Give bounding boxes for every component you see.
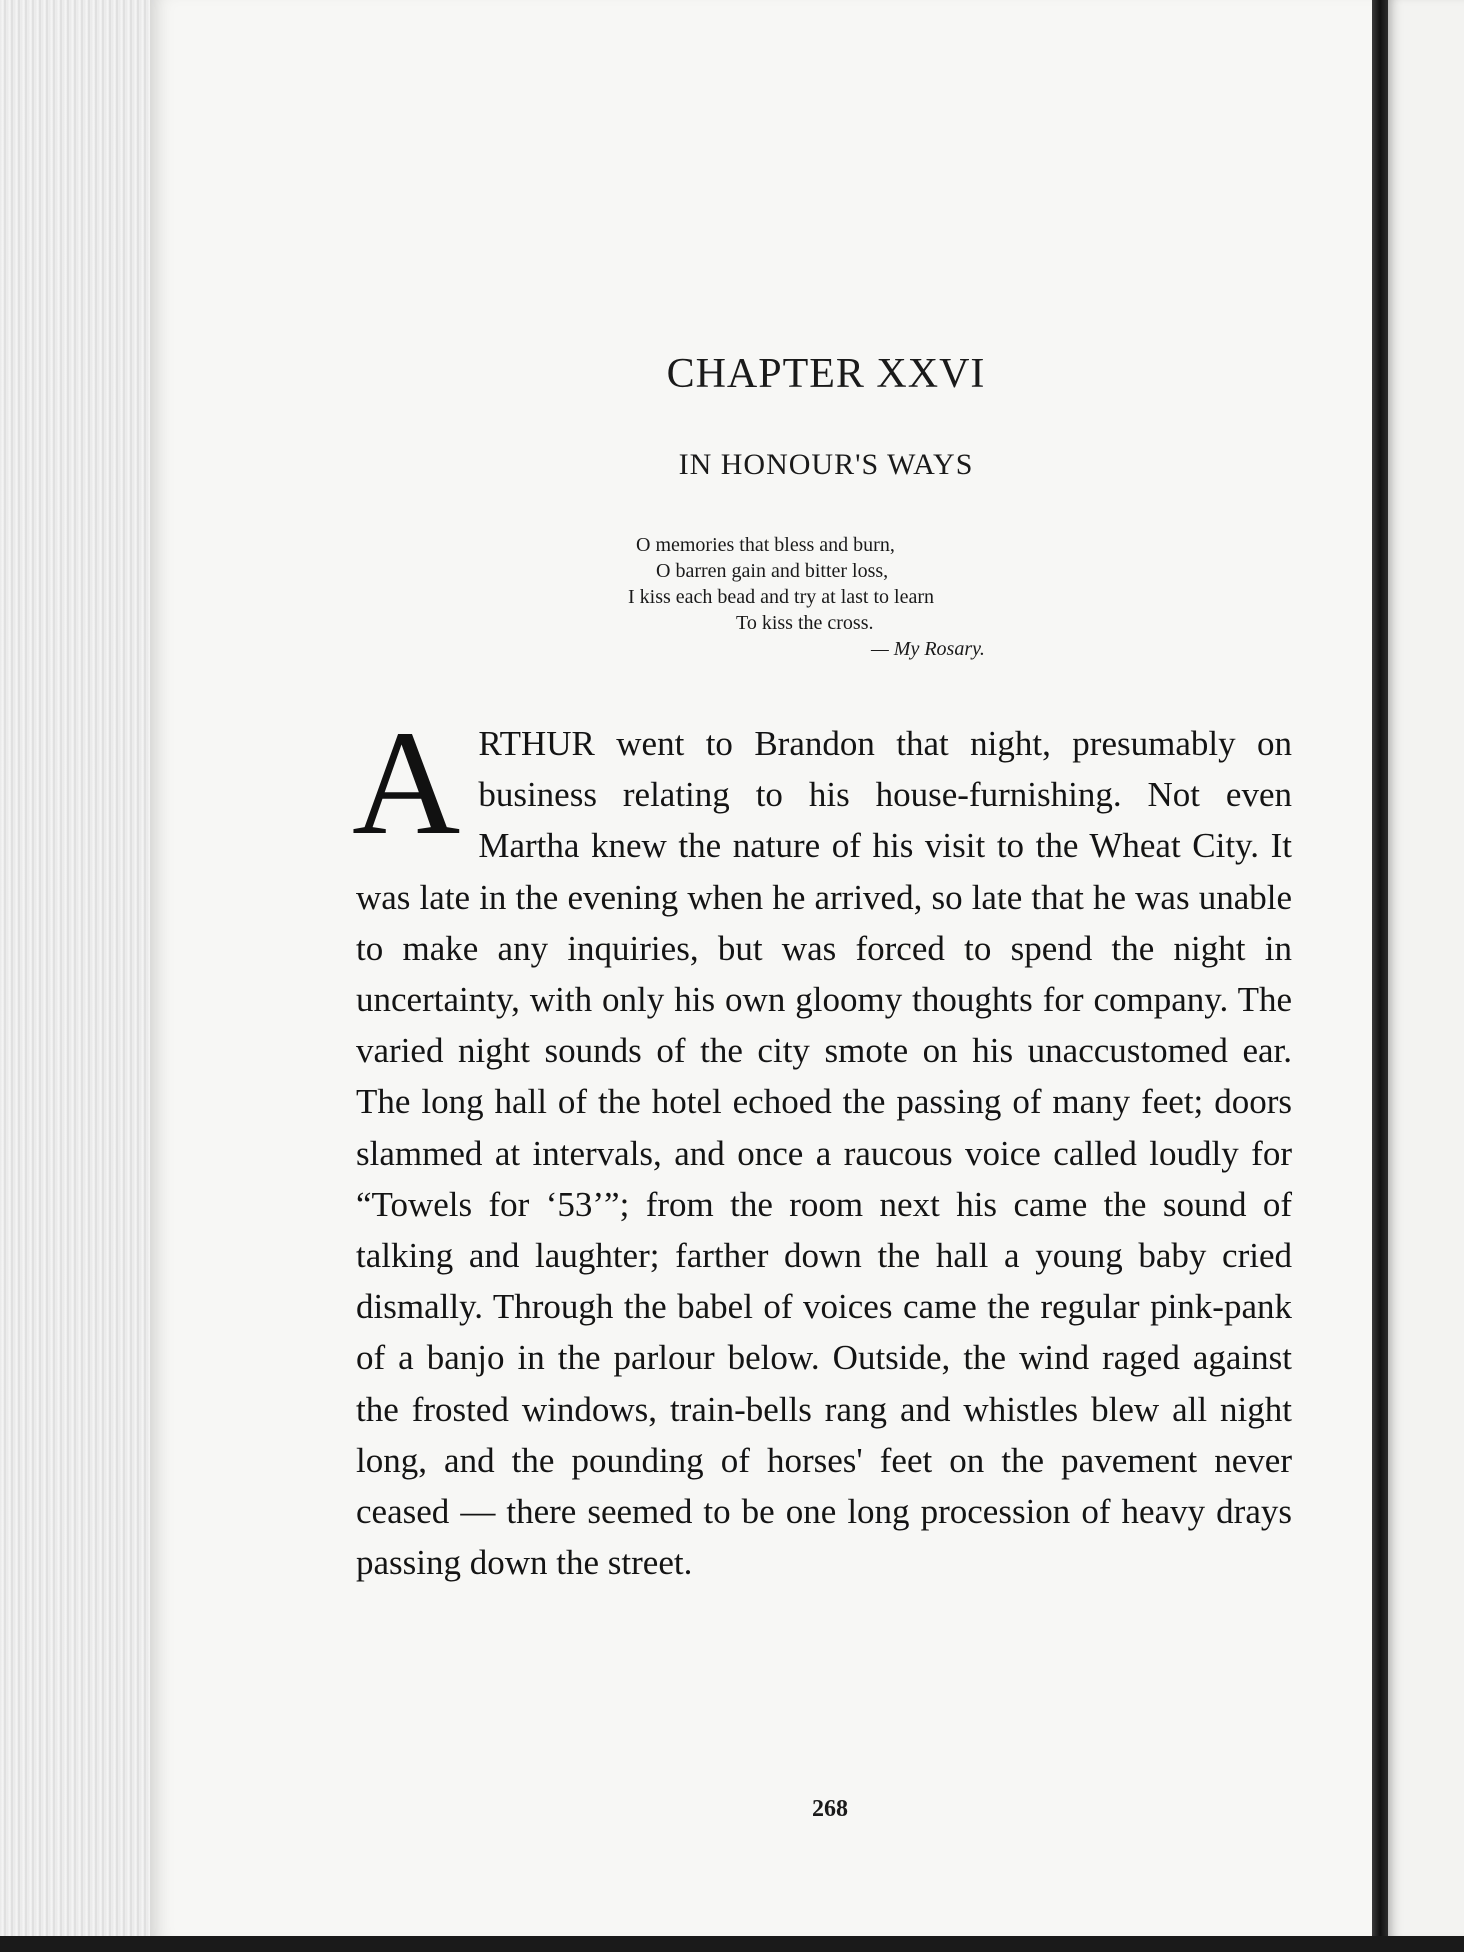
chapter-subtitle: IN HONOUR'S WAYS [678, 448, 974, 481]
facing-page-edge [1388, 0, 1464, 1938]
bottom-shadow [0, 1936, 1464, 1952]
body-paragraph: RTHUR went to Brandon that night, presumably on business relating to his house-furnishing. Not even Martha knew the nature of his visit to the Wheat City. It was late in the evening when he arrived, so late that he was unable to make any inquiries, but was forced to spend the night in uncertainty, with only his own gloomy thoughts for company. The varied night sounds of the city smote on his unaccustomed ear. The long hall of the hotel echoed the passing of many feet; doors slammed at intervals, and once a raucous voice called loudly for “Towels for ‘53’”; from the room next his came the sound of talking and laughter; farther down the hall a young baby cried dismally. Through the babel of voices came the regular pink-pank of a banjo in the parlour below. Outside, the wind raged against the frosted windows, train-bells rang and whistles blew all night long, and the pounding of horses' feet on the pavement never ceased — there seemed to be one long procession of heavy drays passing down the street. [356, 724, 1292, 1583]
book-page-edges [0, 0, 160, 1940]
epigraph-line: I kiss each bead and try at last to learn [628, 586, 934, 608]
page-number: 268 [812, 1796, 848, 1822]
chapter-title: CHAPTER XXVI [666, 351, 986, 397]
epigraph-line: O barren gain and bitter loss, [656, 560, 889, 582]
epigraph-line: O memories that bless and burn, [636, 534, 895, 556]
chapter-body-text [352, 700, 1292, 1588]
drop-cap-letter: A [352, 700, 461, 866]
epigraph [628, 532, 1096, 662]
book-gutter [1372, 0, 1388, 1938]
epigraph-line: To kiss the cross. [736, 612, 874, 634]
epigraph-attribution: — My Rosary. [871, 638, 985, 660]
